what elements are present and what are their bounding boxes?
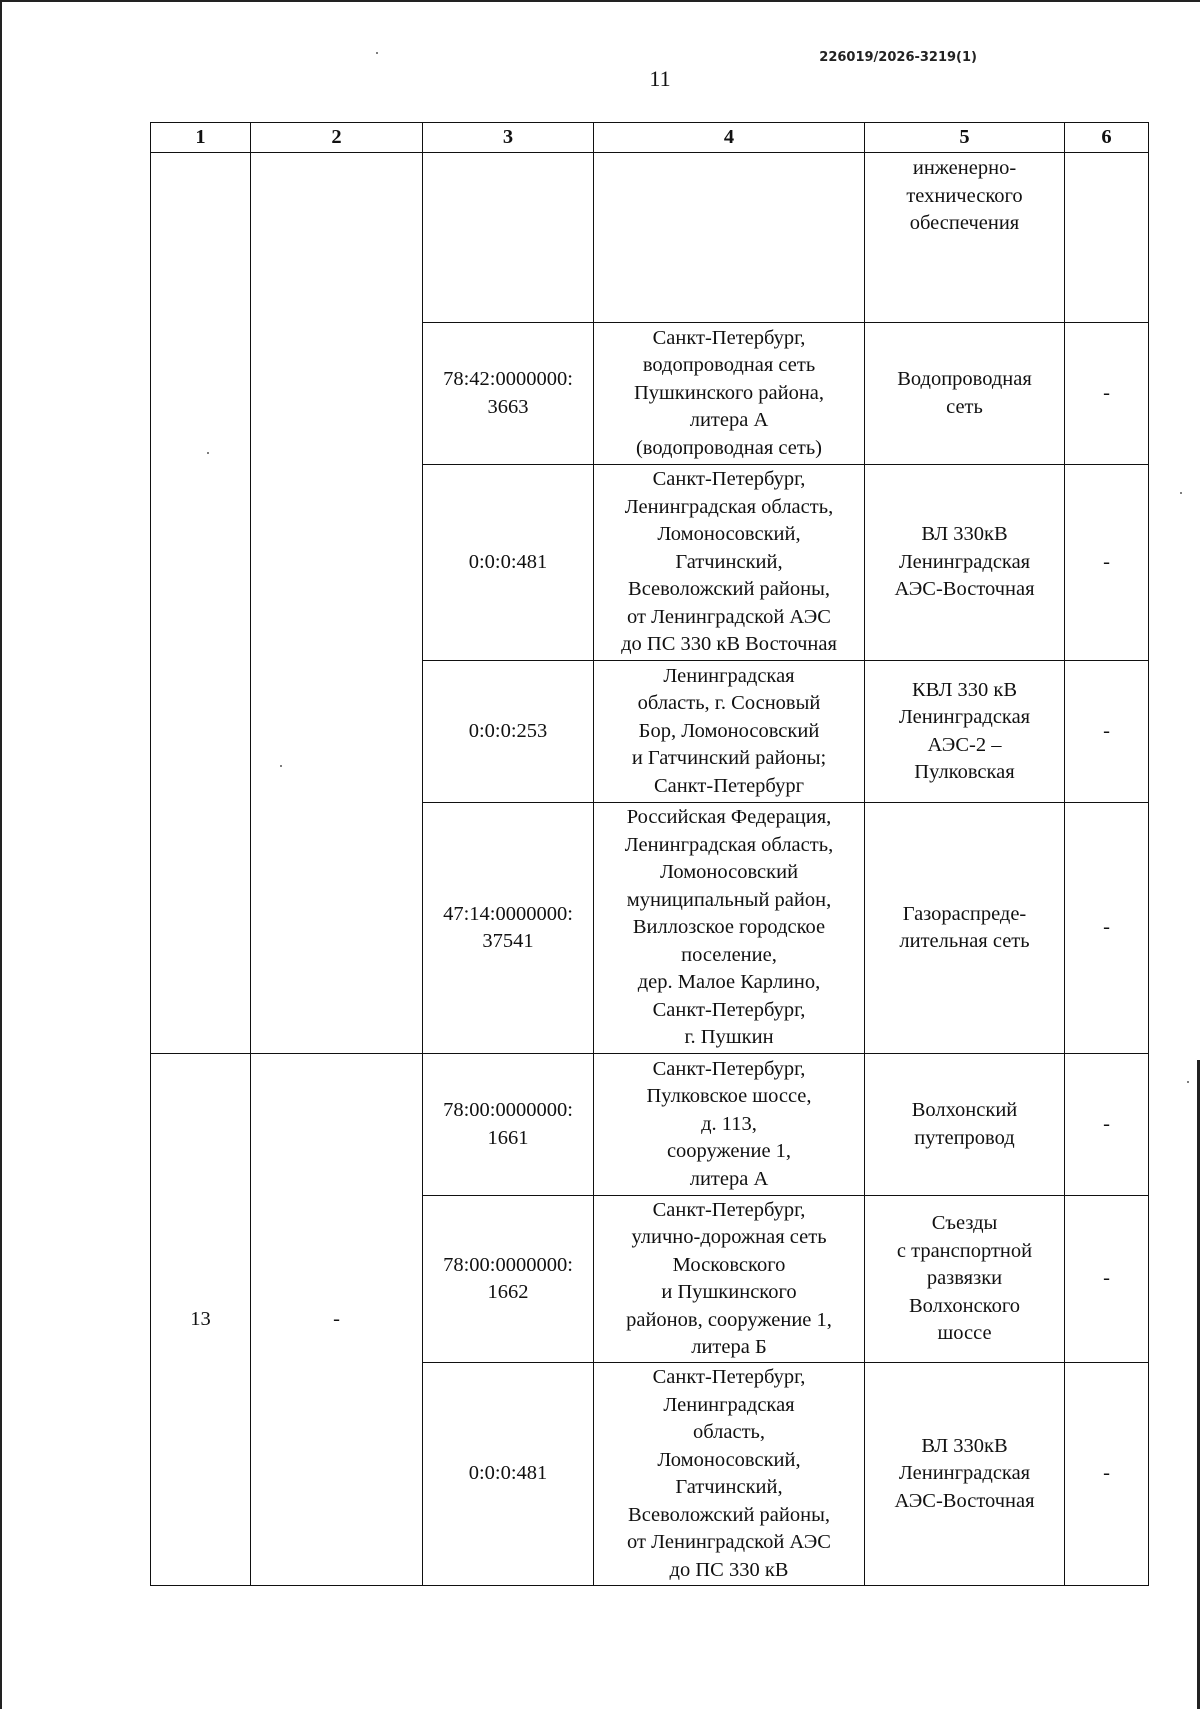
cell-col6: - xyxy=(1065,1054,1149,1196)
cell-address: Санкт-Петербург, Ленинградская область, Ломоносовский, Гатчинский, Всеволожский районы, от Ленинградской АЭС до ПС 330 кВ Восточная xyxy=(594,465,865,661)
cell-address xyxy=(594,153,865,323)
cell-address: Санкт-Петербург, улично-дорожная сеть Московского и Пушкинского районов, сооружение 1, литера Б xyxy=(594,1196,865,1363)
cell-col6: - xyxy=(1065,661,1149,803)
table-header-row xyxy=(151,123,1149,153)
cell-col6: - xyxy=(1065,1363,1149,1586)
cell-col6: - xyxy=(1065,1196,1149,1363)
cell-col6: - xyxy=(1065,465,1149,661)
cell-col2: - xyxy=(251,1054,423,1586)
cell-object-name: ВЛ 330кВ Ленинградская АЭС-Восточная xyxy=(865,1363,1065,1586)
cell-col2 xyxy=(251,153,423,1054)
scan-speck xyxy=(1187,1081,1189,1083)
cell-cadastral-number: 0:0:0:481 xyxy=(423,465,594,661)
column-header: 1 xyxy=(151,123,251,153)
column-header: 2 xyxy=(251,123,423,153)
cell-object-name: ВЛ 330кВ Ленинградская АЭС-Восточная xyxy=(865,465,1065,661)
cell-col6: - xyxy=(1065,803,1149,1054)
cell-cadastral-number: 47:14:0000000: 37541 xyxy=(423,803,594,1054)
cell-cadastral-number: 78:00:0000000: 1661 xyxy=(423,1054,594,1196)
table-row xyxy=(151,153,1149,323)
cell-item-number: 13 xyxy=(151,1054,251,1586)
column-header: 4 xyxy=(594,123,865,153)
page-number: 11 xyxy=(649,66,671,91)
cell-address: Российская Федерация, Ленинградская область, Ломоносовский муниципальный район, Виллозское городское поселение, дер. Малое Карлино, Санкт-Петербург, г. Пушкин xyxy=(594,803,865,1054)
cell-address: Санкт-Петербург, Пулковское шоссе, д. 113, сооружение 1, литера А xyxy=(594,1054,865,1196)
cell-address: Санкт-Петербург, водопроводная сеть Пушкинского района, литера А (водопроводная сеть) xyxy=(594,323,865,465)
cell-address: Ленинградская область, г. Сосновый Бор, Ломоносовский и Гатчинский районы; Санкт-Петербург xyxy=(594,661,865,803)
cell-cadastral-number xyxy=(423,153,594,323)
column-header: 5 xyxy=(865,123,1065,153)
cell-object-name: Газораспреде- лительная сеть xyxy=(865,803,1065,1054)
scan-speck xyxy=(1180,492,1182,494)
cell-cadastral-number: 78:00:0000000: 1662 xyxy=(423,1196,594,1363)
cell-cadastral-number: 0:0:0:481 xyxy=(423,1363,594,1586)
scan-edge-top xyxy=(0,0,1200,2)
table-row xyxy=(151,1054,1149,1196)
cell-object-name: Волхонский путепровод xyxy=(865,1054,1065,1196)
column-header: 3 xyxy=(423,123,594,153)
cell-col6 xyxy=(1065,153,1149,323)
cell-col6: - xyxy=(1065,323,1149,465)
document-registration-number: 226019/2026-3219(1) xyxy=(819,50,977,65)
cell-cadastral-number: 78:42:0000000: 3663 xyxy=(423,323,594,465)
cell-item-number xyxy=(151,153,251,1054)
scan-edge-left xyxy=(0,0,2,1709)
objects-table xyxy=(150,122,1149,1586)
cell-cadastral-number: 0:0:0:253 xyxy=(423,661,594,803)
column-header: 6 xyxy=(1065,123,1149,153)
cell-address: Санкт-Петербург, Ленинградская область, Ломоносовский, Гатчинский, Всеволожский районы, от Ленинградской АЭС до ПС 330 кВ xyxy=(594,1363,865,1586)
cell-object-name: Съезды с транспортной развязки Волхонского шоссе xyxy=(865,1196,1065,1363)
cell-object-name: КВЛ 330 кВ Ленинградская АЭС-2 – Пулковская xyxy=(865,661,1065,803)
cell-object-name: Водопроводная сеть xyxy=(865,323,1065,465)
cell-object-name: инженерно- технического обеспечения xyxy=(865,153,1065,323)
